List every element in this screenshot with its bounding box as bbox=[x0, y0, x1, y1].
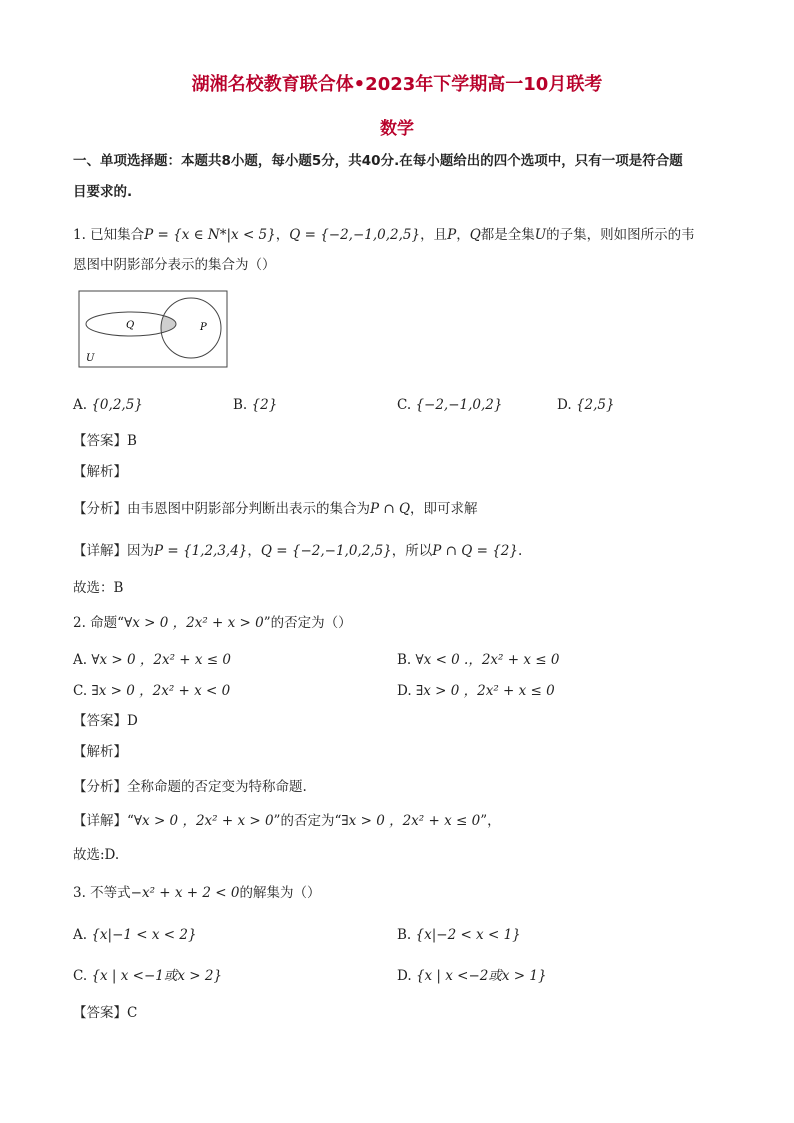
q1-option-a: A. {0,2,5} bbox=[73, 397, 143, 413]
q2-option-c: C. ∃x > 0 ，2x² + x < 0 bbox=[73, 683, 231, 699]
q1-option-d: D. {2,5} bbox=[557, 397, 615, 413]
q1-stem-line2: 恩图中阴影部分表示的集合为（） bbox=[73, 257, 276, 273]
q1-option-b: B. {2} bbox=[233, 397, 278, 413]
q3-option-d: D. {x | x <−2或x > 1} bbox=[397, 968, 547, 984]
q1-text: 1. 已知集合 bbox=[73, 227, 145, 243]
q1-punct: ， bbox=[456, 227, 470, 243]
q1-u-symbol: U bbox=[534, 227, 547, 243]
q1-choose: 故选：B bbox=[73, 580, 124, 596]
q3-option-c: C. {x | x <−1或x > 2} bbox=[73, 968, 223, 984]
q1-analysis-tag: 【解析】 bbox=[73, 464, 127, 480]
q1-set-p: P = {x ∈ N*|x < 5} bbox=[144, 227, 276, 243]
venn-label-q: Q bbox=[126, 320, 135, 331]
q2-option-b: B. ∀x < 0 .，2x² + x ≤ 0 bbox=[397, 652, 560, 668]
q3-stem: 3. 不等式−x² + x + 2 < 0的解集为（） bbox=[73, 885, 321, 901]
q2-fenxi: 【分析】全称命题的否定变为特称命题. bbox=[73, 779, 307, 795]
q1-option-c: C. {−2,−1,0,2} bbox=[397, 397, 503, 413]
q1-xiangjie: 【详解】因为P = {1,2,3,4}，Q = {−2,−1,0,2,5}，所以P ∩ Q = {2}. bbox=[73, 543, 523, 559]
section-heading: 一、单项选择题：本题共8小题，每小题5分，共40分.在每小题给出的四个选项中，只有一项是符合题 bbox=[73, 153, 683, 169]
q1-answer: 【答案】B bbox=[73, 433, 137, 449]
q1-set-q: Q = {−2,−1,0,2,5} bbox=[289, 227, 421, 243]
q1-text: ，且 bbox=[420, 227, 448, 243]
q2-xiangjie: 【详解】“∀x > 0 ，2x² + x > 0”的否定为“∃x > 0 ，2x² + x ≤ 0”， bbox=[73, 813, 501, 829]
q2-option-a: A. ∀x > 0 ，2x² + x ≤ 0 bbox=[73, 652, 231, 668]
venn-label-u: U bbox=[86, 353, 95, 364]
q2-option-d: D. ∃x > 0 ，2x² + x ≤ 0 bbox=[397, 683, 555, 699]
q2-stem: 2. 命题“∀x > 0 ，2x² + x > 0”的否定为（） bbox=[73, 615, 352, 631]
q1-q-symbol: Q bbox=[469, 227, 481, 243]
q3-option-a: A. {x|−1 < x < 2} bbox=[73, 927, 197, 943]
q1-stem bbox=[73, 226, 695, 244]
venn-diagram bbox=[78, 290, 228, 368]
venn-label-p: P bbox=[200, 322, 207, 333]
q2-answer: 【答案】D bbox=[73, 713, 138, 729]
q2-analysis-tag: 【解析】 bbox=[73, 744, 127, 760]
q1-text: 的子集，则如图所示的韦 bbox=[546, 227, 695, 243]
q1-fenxi: 【分析】由韦恩图中阴影部分判断出表示的集合为P ∩ Q，即可求解 bbox=[73, 501, 478, 517]
q1-p-symbol: P bbox=[447, 227, 457, 243]
exam-title: 湖湘名校教育联合体•2023年下学期高一10月联考 bbox=[191, 74, 603, 95]
q3-option-b: B. {x|−2 < x < 1} bbox=[397, 927, 521, 943]
q3-answer: 【答案】C bbox=[73, 1005, 138, 1021]
subject-title: 数学 bbox=[380, 119, 414, 139]
section-heading-cont: 目要求的. bbox=[73, 184, 133, 200]
q1-text: 都是全集 bbox=[480, 227, 535, 243]
q1-punct: ， bbox=[275, 227, 290, 243]
q2-choose: 故选:D. bbox=[73, 847, 120, 863]
